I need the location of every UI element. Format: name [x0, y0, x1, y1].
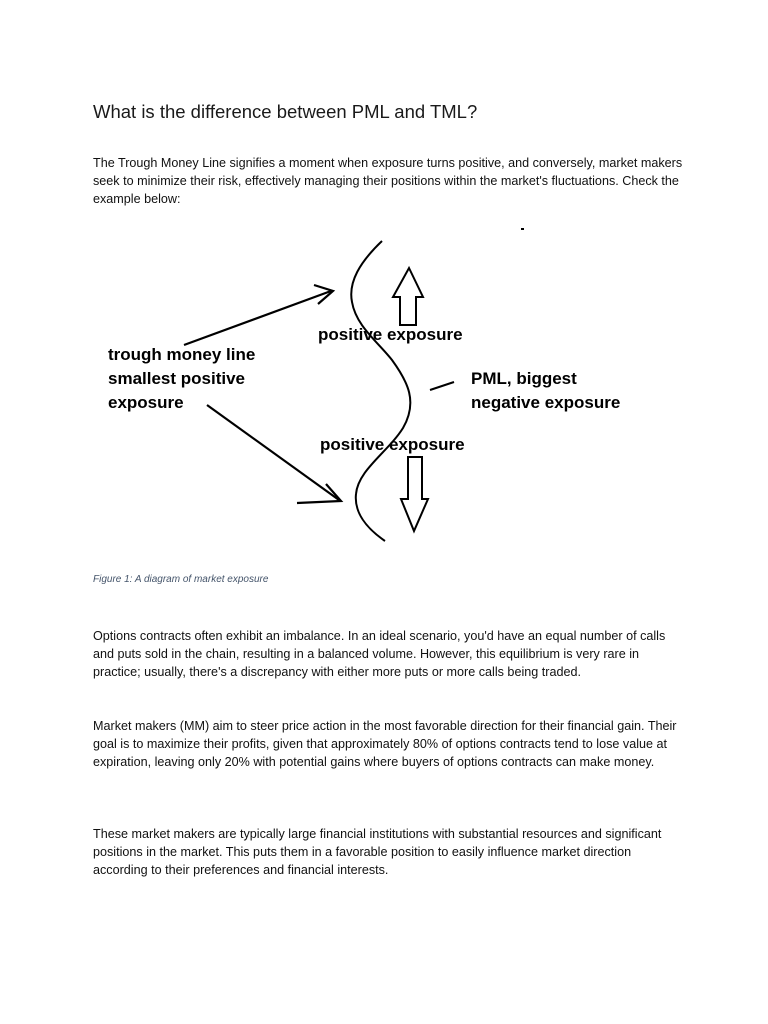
label-negative-exposure: negative exposure — [471, 393, 621, 412]
label-exposure: exposure — [108, 393, 184, 412]
arrow-to-lower-trough — [207, 405, 341, 503]
down-arrow-icon — [401, 457, 428, 531]
up-arrow-icon — [393, 268, 423, 325]
speck-mark — [521, 228, 524, 230]
label-positive-exposure-top: positive exposure — [318, 325, 463, 344]
page-title: What is the difference between PML and TML? — [93, 101, 478, 122]
body-paragraph: These market makers are typically large financial institutions with substantial resources and significant positions in the market. This puts them in a favorable position to easily influence market direction according to their preferences and financial interests. — [93, 827, 662, 877]
market-exposure-diagram — [0, 215, 768, 555]
figure-caption: Figure 1: A diagram of market exposure — [93, 574, 269, 585]
label-trough-money-line: trough money line — [108, 345, 256, 364]
intro-paragraph: The Trough Money Line signifies a moment when exposure turns positive, and conversely, market makers seek to minimize their risk, effectively managing their positions within the market's fluctuations. Check the example below: — [93, 156, 683, 206]
body-paragraph: Options contracts often exhibit an imbalance. In an ideal scenario, you'd have an equal number of calls and puts sold in the chain, resulting in a balanced volume. However, this equilibrium is very rare in practice; usually, there's a discrepancy with either more puts or more calls being traded. — [93, 629, 666, 679]
label-pml-biggest: PML, biggest — [471, 369, 577, 388]
label-positive-exposure-bottom: positive exposure — [320, 435, 465, 454]
arrow-to-upper-trough — [184, 285, 333, 345]
arrow-to-pml — [430, 382, 454, 390]
label-smallest-positive: smallest positive — [108, 369, 246, 388]
body-paragraph: Market makers (MM) aim to steer price action in the most favorable direction for their financial gain. Their goal is to maximize their profits, given that approximately 80% of options contracts tend to lose value at expiration, leaving only 20% with potential gains where buyers of options contracts can make money. — [93, 719, 677, 769]
